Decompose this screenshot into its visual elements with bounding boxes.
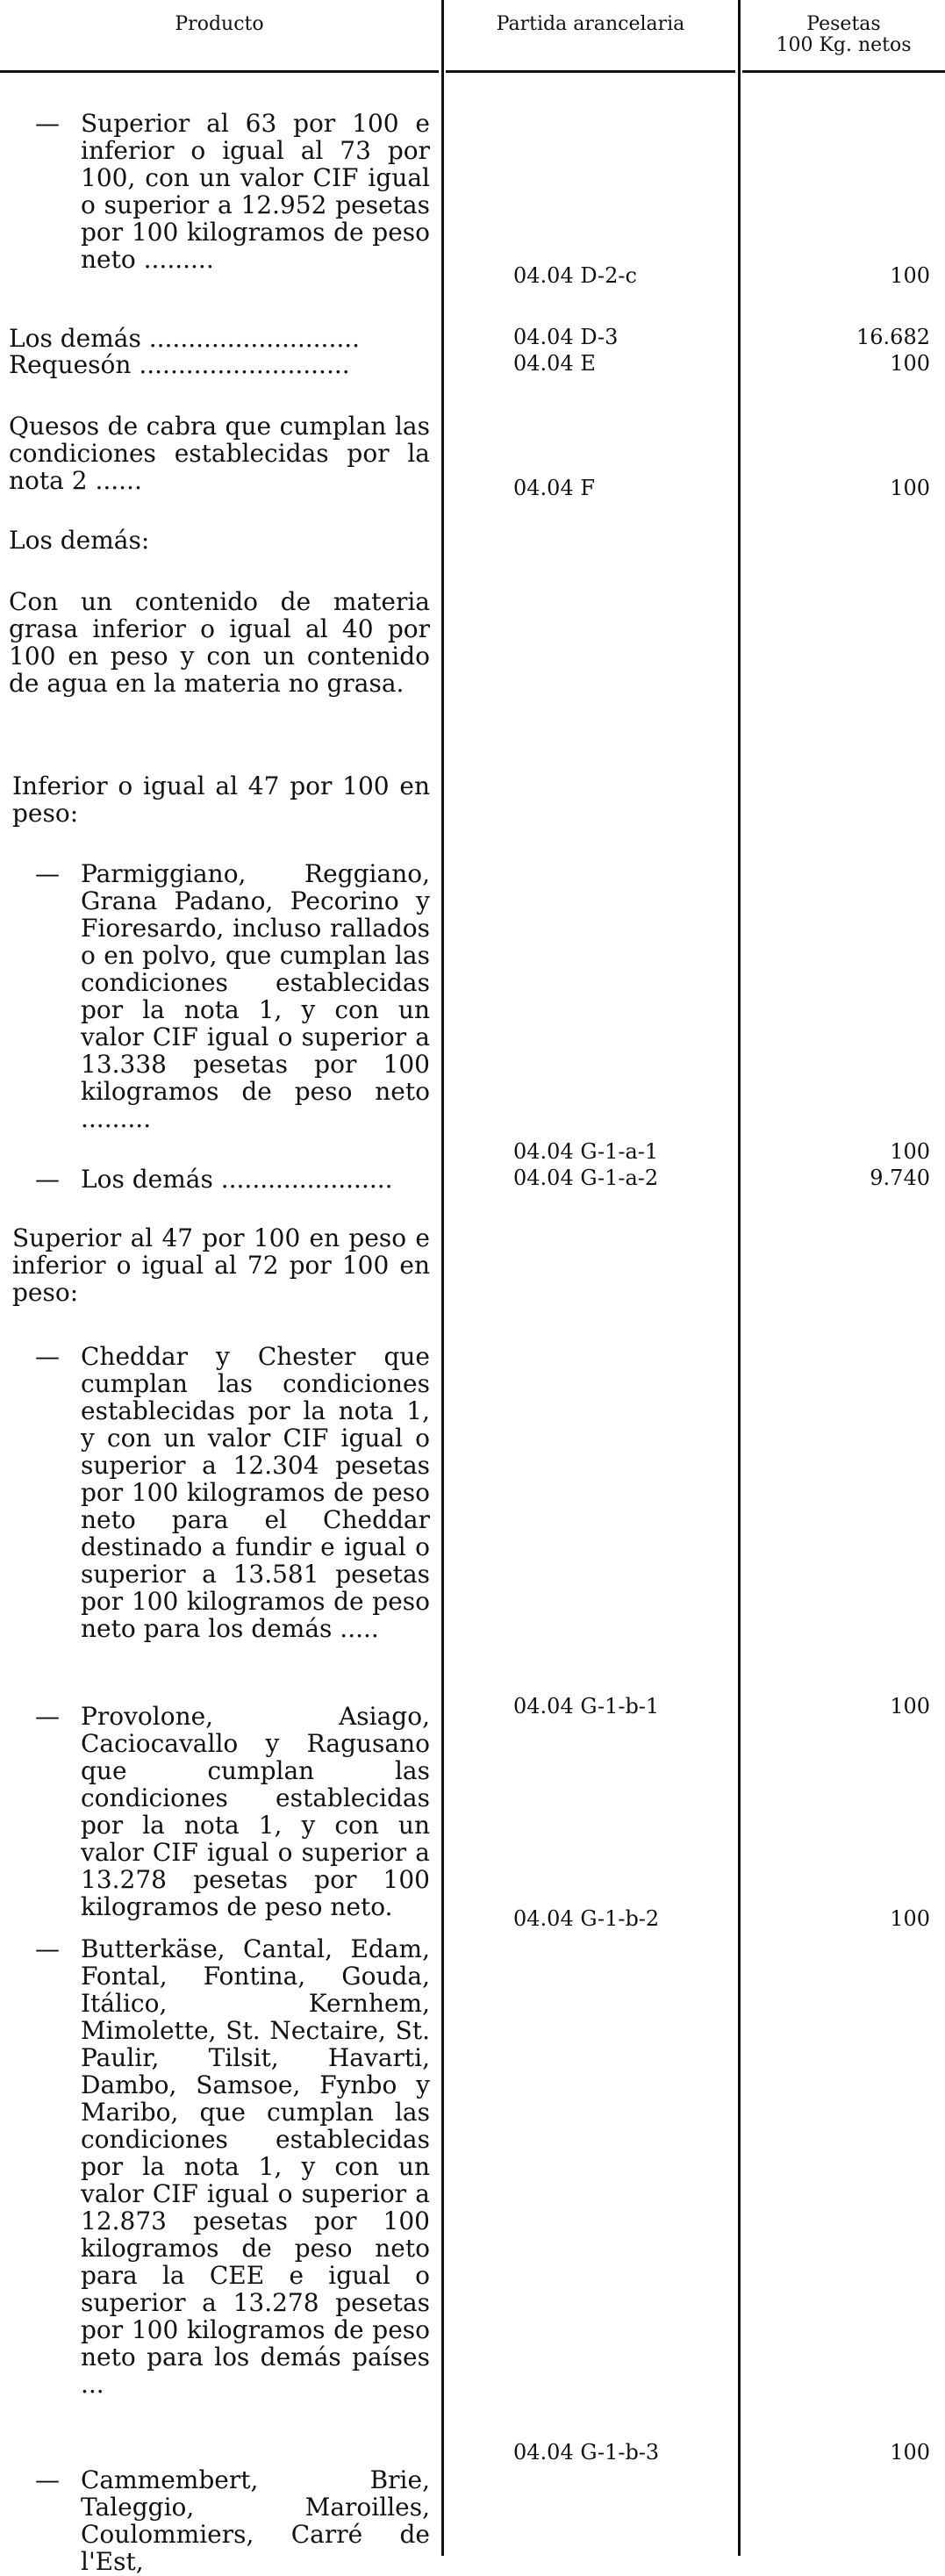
item-dash: — [35,1165,60,1194]
product-description: Cammembert, Brie, Taleggio, Maroilles, Coulommiers, Carré de l'Est, [81,2465,430,2576]
pesetas-value: 9.740 [870,1166,930,1190]
product-description: Superior al 63 por 100 e inferior o igual al 73 por 100, con un valor CIF igual o superior a 12.952 pesetas por 100 kilogramos de peso neto ......... [81,109,430,274]
product-description: Inferior o igual al 47 por 100 en peso: [12,771,430,828]
product-description: Quesos de cabra que cumplan las condiciones establecidas por la nota 2 ...... [9,412,430,495]
product-description: Requesón ........................... [9,350,350,379]
product-description: Los demás: [9,526,150,555]
tariff-code: 04.04 E [513,351,596,376]
tariff-code: 04.04 F [513,476,595,500]
tariff-code: 04.04 D-2-c [513,263,637,288]
column-header-pesetas-line2: 100 Kg. netos [776,34,912,56]
pesetas-value: 100 [890,476,930,500]
tariff-code: 04.04 G-1-a-2 [513,1166,659,1190]
product-description: Butterkäse, Cantal, Edam, Fontal, Fontina, Gouda, Itálico, Kernhem, Mimolette, St. Nectaire, St. Paulir, Tilsit, Havarti, Dambo, Samsoe, Fynbo y Maribo, que cumplan las condiciones establecidas por la nota 1, y con un valor CIF igual o superior a 12.873 pesetas por 100 kilogramos de peso neto para la CEE e igual o superior a 13.278 pesetas por 100 kilogramos de peso neto para los demás países ... [81,1934,430,2399]
item-dash: — [35,109,60,138]
table-header [0,0,945,72]
column-divider-2 [738,0,741,2556]
tariff-code: 04.04 G-1-b-2 [513,1906,660,1931]
tariff-code: 04.04 D-3 [513,325,619,349]
column-header-product: Producto [175,13,264,35]
product-description: Los demás ...................... [81,1165,393,1194]
product-description: Parmiggiano, Reggiano, Grana Padano, Pecorino y Fioresardo, incluso rallados o en polvo, que cumplan las condiciones establecidas por la nota 1, y con un valor CIF igual o superior a 13.338 pesetas por 100 kilogramos de peso neto ......... [81,859,430,1133]
product-description: Provolone, Asiago, Caciocavallo y Ragusano que cumplan las condiciones establecidas por la nota 1, y con un valor CIF igual o superior a 13.278 pesetas por 100 kilogramos de peso neto. [81,1702,430,1921]
header-underline-product [0,70,439,73]
column-header-tariff: Partida arancelaria [496,13,685,35]
product-description: Con un contenido de materia grasa inferior o igual al 40 por 100 en peso y con un contenido de agua en la materia no grasa. [9,587,430,698]
tariff-code: 04.04 G-1-b-3 [513,2440,660,2465]
header-underline-tariff [446,70,735,73]
column-divider-1 [441,0,444,2556]
item-dash: — [35,1934,60,1963]
item-dash: — [35,2465,60,2494]
pesetas-value: 100 [890,351,930,376]
pesetas-value: 100 [890,2440,930,2465]
header-underline-pesetas [742,70,945,73]
item-dash: — [35,1342,60,1371]
pesetas-value: 100 [890,263,930,288]
tariff-code: 04.04 G-1-b-1 [513,1694,660,1719]
product-description: Superior al 47 por 100 en peso e inferior o igual al 72 por 100 en peso: [12,1223,430,1307]
pesetas-value: 16.682 [856,325,930,349]
pesetas-value: 100 [890,1906,930,1931]
tariff-code: 04.04 G-1-a-1 [513,1139,659,1164]
product-description: Los demás ........................... [9,324,361,353]
pesetas-value: 100 [890,1694,930,1719]
pesetas-value: 100 [890,1139,930,1164]
product-description: Cheddar y Chester que cumplan las condiciones establecidas por la nota 1, y con un valor CIF igual o superior a 12.304 pesetas por 100 kilogramos de peso neto para el Cheddar destinado a fundir e igual o superior a 13.581 pesetas por 100 kilogramos de peso neto para los demás ..... [81,1342,430,1643]
item-dash: — [35,1702,60,1731]
column-header-pesetas [742,14,945,56]
item-dash: — [35,859,60,888]
column-header-pesetas-line1: Pesetas [806,13,881,35]
